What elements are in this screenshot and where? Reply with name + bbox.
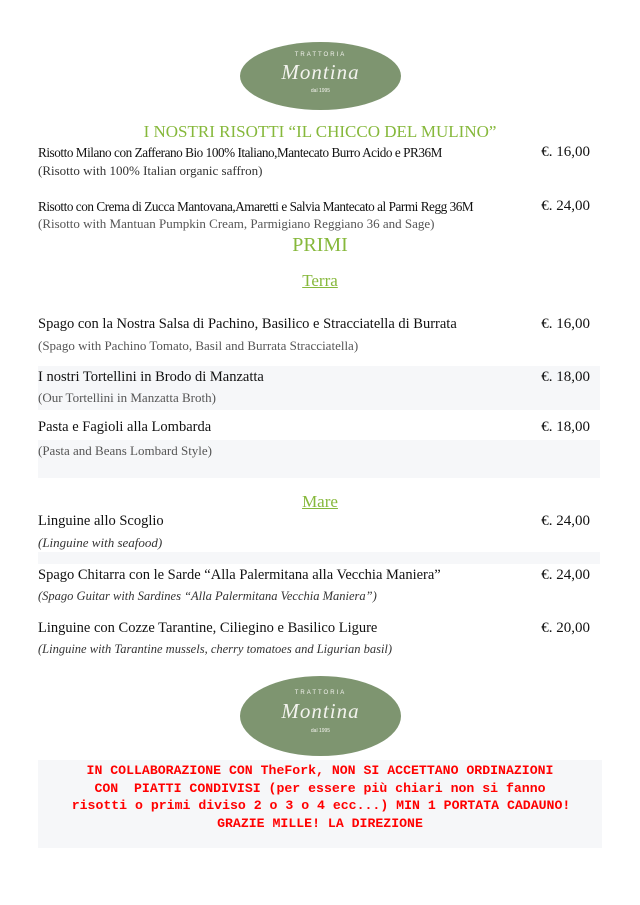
risotti-heading: I NOSTRI RISOTTI “IL CHICCO DEL MULINO” bbox=[143, 122, 497, 141]
notice-line: risotti o primi diviso 2 o 3 o 4 ecc...) MIN 1 PORTATA CADAUNO! bbox=[71, 798, 571, 813]
dish-price: €. 18,00 bbox=[541, 369, 590, 385]
restaurant-logo bbox=[240, 42, 401, 110]
dish-price: €. 24,00 bbox=[541, 513, 590, 529]
dish-description: (Our Tortellini in Manzatta Broth) bbox=[38, 390, 216, 405]
dish-description: (Risotto with 100% Italian organic saffron) bbox=[38, 163, 263, 178]
dish-description: (Pasta and Beans Lombard Style) bbox=[38, 443, 213, 458]
terra-heading: Terra bbox=[302, 271, 338, 290]
dish-description: (Spago with Pachino Tomato, Basil and Burrata Stracciatella) bbox=[38, 338, 359, 353]
dish-name: Linguine con Cozze Tarantine, Ciliegino e Basilico Ligure bbox=[38, 620, 378, 636]
logo-name: Montina bbox=[281, 60, 360, 84]
notice-line: IN COLLABORAZIONE CON TheFork, NON SI ACCETTANO ORDINAZIONI bbox=[86, 763, 554, 778]
notice-line: GRAZIE MILLE! LA DIREZIONE bbox=[217, 815, 423, 831]
dish-price: €. 24,00 bbox=[541, 198, 590, 214]
dish-name: Risotto Milano con Zafferano Bio 100% Italiano,Mantecato Burro Acido e PR36M bbox=[38, 145, 442, 160]
logo-since: dal 1995 bbox=[310, 88, 331, 94]
row-background bbox=[38, 552, 600, 564]
dish-name: Spago con la Nostra Salsa di Pachino, Basilico e Stracciatella di Burrata bbox=[38, 316, 457, 332]
notice-line: CON PIATTI CONDIVISI (per essere più chiari non si fanno bbox=[94, 780, 546, 796]
dish-name: Linguine allo Scoglio bbox=[38, 513, 164, 529]
dish-price: €. 16,00 bbox=[541, 316, 590, 332]
dish-description: (Linguine with Tarantine mussels, cherry tomatoes and Ligurian basil) bbox=[38, 642, 393, 656]
logo-name: Montina bbox=[281, 699, 360, 723]
primi-heading: PRIMI bbox=[292, 234, 348, 256]
dish-price: €. 18,00 bbox=[541, 419, 590, 435]
dish-description: (Linguine with seafood) bbox=[38, 535, 163, 550]
logo-since: dal 1995 bbox=[310, 728, 331, 734]
logo-subtitle: TRATTORIA bbox=[294, 52, 347, 58]
dish-price: €. 24,00 bbox=[541, 567, 590, 583]
notice-box bbox=[38, 760, 602, 848]
restaurant-logo-footer bbox=[240, 676, 401, 756]
dish-name: Spago Chitarra con le Sarde “Alla Palermitana alla Vecchia Maniera” bbox=[38, 567, 441, 583]
dish-price: €. 16,00 bbox=[541, 144, 590, 160]
dish-description: (Spago Guitar with Sardines “Alla Palermitana Vecchia Maniera”) bbox=[38, 589, 377, 603]
dish-description: (Risotto with Mantuan Pumpkin Cream, Parmigiano Reggiano 36 and Sage) bbox=[38, 216, 435, 231]
dish-price: €. 20,00 bbox=[541, 620, 590, 636]
logo-subtitle: TRATTORIA bbox=[294, 690, 347, 696]
dish-name: I nostri Tortellini in Brodo di Manzatta bbox=[38, 369, 264, 385]
dish-name: Pasta e Fagioli alla Lombarda bbox=[38, 419, 212, 435]
mare-heading: Mare bbox=[302, 492, 338, 511]
dish-name: Risotto con Crema di Zucca Mantovana,Amaretti e Salvia Mantecato al Parmi Regg 36M bbox=[38, 199, 474, 214]
